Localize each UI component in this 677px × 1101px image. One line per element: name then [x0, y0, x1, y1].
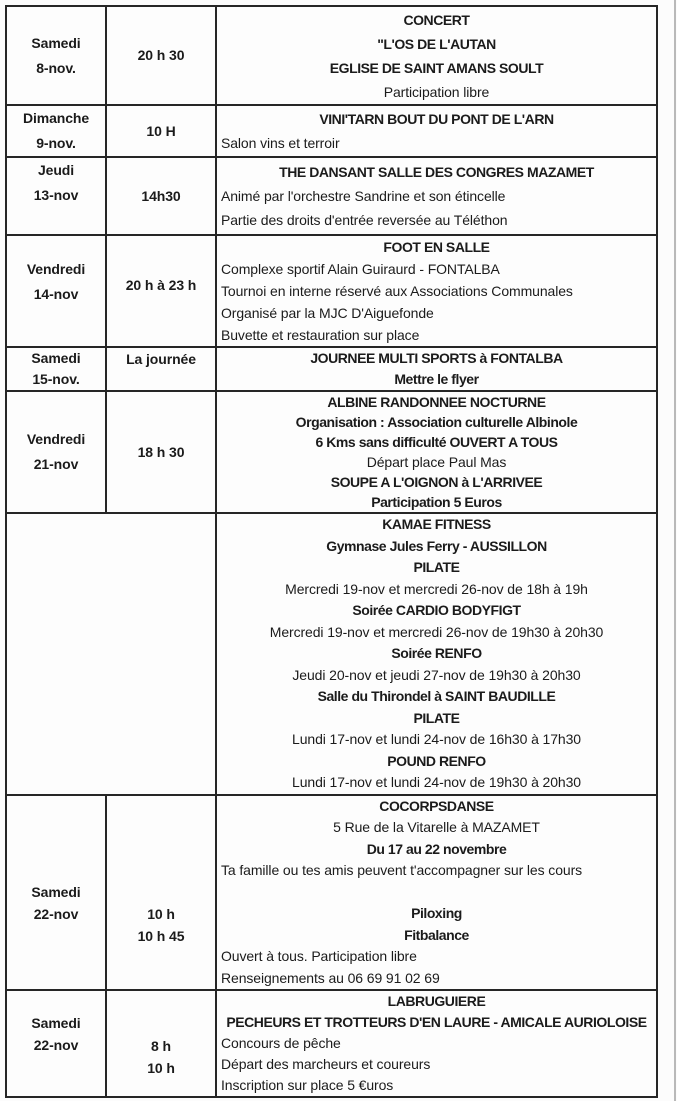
text-line: 20 h à 23 h [125, 276, 197, 293]
text-line: Piloxing [411, 905, 462, 921]
text-line: Samedi [31, 1014, 81, 1031]
table-row [6, 157, 657, 235]
table-row [6, 347, 657, 391]
time-cell [106, 235, 216, 347]
time-cell [106, 105, 216, 157]
text-line: CONCERT [403, 11, 470, 28]
text-line: "L'OS DE L'AUTAN [377, 35, 496, 52]
text-line: La journée [126, 351, 196, 367]
table-row [6, 391, 657, 513]
text-line: Salle du Thirondel à SAINT BAUDILLE [317, 688, 556, 704]
text-line: Vendredi [26, 431, 86, 447]
time-cell [106, 6, 216, 105]
table-row [6, 990, 657, 1097]
text-line: Ouvert à tous. Participation libre [221, 948, 417, 964]
text-line: Partie des droits d'entrée reversée au Téléthon [221, 212, 508, 228]
text-line: Salon vins et terroir [221, 135, 340, 151]
text-line: Samedi [31, 350, 81, 366]
text-line: 6 Kms sans difficulté OUVERT A TOUS [315, 434, 558, 450]
details-cell [216, 157, 657, 235]
text-line: FOOT EN SALLE [383, 239, 490, 255]
text-line: 10 h [147, 1059, 175, 1076]
text-line: Départ place Paul Mas [366, 454, 507, 470]
text-line: JOURNEE MULTI SPORTS à FONTALBA [310, 350, 563, 366]
text-line: Mettre le flyer [394, 371, 479, 387]
text-line: Soirée RENFO [391, 645, 482, 661]
date-cell [6, 6, 106, 105]
text-line: 10 H [146, 122, 176, 139]
text-line: 15-nov. [32, 371, 80, 387]
text-line: VINI'TARN BOUT DU PONT DE L'ARN [319, 111, 554, 127]
text-line: SOUPE A L'OIGNON à L'ARRIVEE [330, 474, 543, 490]
text-line: THE DANSANT SALLE DES CONGRES MAZAMET [279, 164, 594, 180]
time-cell [106, 347, 216, 391]
page-edge-line [674, 0, 676, 1101]
text-line: 10 h [147, 906, 175, 923]
text-line: Samedi [31, 34, 81, 51]
text-line: Animé par l'orchestre Sandrine et son étincelle [221, 188, 506, 204]
text-line: 22-nov [33, 1036, 79, 1053]
events-table [5, 5, 658, 1098]
text-line: Dimanche [22, 110, 90, 126]
date-cell [6, 990, 106, 1097]
details-cell [216, 6, 657, 105]
text-line: 13-nov [33, 187, 79, 203]
text-line: Participation 5 Euros [371, 494, 502, 510]
table-row [6, 6, 657, 105]
text-line: Jeudi [37, 162, 75, 178]
text-line: KAMAE FITNESS [382, 516, 491, 532]
text-line: COCORPSDANSE [379, 797, 494, 814]
text-line: 20 h 30 [137, 47, 185, 63]
date-cell [6, 235, 106, 347]
text-line: Vendredi [26, 261, 86, 277]
date-cell [6, 105, 106, 157]
time-cell [106, 990, 216, 1097]
text-line: 8 h [151, 1037, 171, 1054]
text-line: Complexe sportif Alain Guiraurd - FONTALBA [221, 261, 500, 277]
text-line: Mercredi 19-nov et mercredi 26-nov de 18h à 19h [285, 580, 588, 597]
date-cell [6, 347, 106, 391]
text-line: Mercredi 19-nov et mercredi 26-nov de 19h30 à 20h30 [269, 623, 604, 640]
details-cell [216, 347, 657, 391]
text-line: 21-nov [33, 456, 79, 472]
text-line: LABRUGUIERE [387, 993, 486, 1009]
text-line: 9-nov. [36, 135, 76, 151]
text-line: 18 h 30 [137, 443, 185, 460]
date-cell [6, 157, 106, 235]
text-line: Soirée CARDIO BODYFIGT [352, 602, 521, 618]
text-line: Concours de pêche [221, 1035, 341, 1051]
details-cell [216, 795, 657, 991]
text-line: Samedi [31, 884, 81, 901]
text-line: Gymnase Jules Ferry - AUSSILLON [326, 537, 547, 554]
text-line: Organisation : Association culturelle Albinole [295, 414, 578, 430]
table-row [6, 235, 657, 347]
empty-date-time-cell [6, 513, 216, 795]
text-line: 22-nov [33, 906, 79, 923]
text-line: Tournoi en interne réservé aux Associations Communales [221, 283, 573, 299]
text-line: PILATE [413, 559, 460, 575]
text-line: POUND RENFO [387, 752, 486, 769]
date-cell [6, 391, 106, 513]
date-cell [6, 795, 106, 991]
details-cell [216, 990, 657, 1097]
text-line: PILATE [413, 709, 460, 726]
text-line: Participation libre [383, 83, 490, 100]
text-line: 14h30 [141, 187, 181, 204]
text-line: Départ des marcheurs et coureurs [221, 1056, 431, 1072]
text-line [217, 882, 656, 904]
time-cell [106, 795, 216, 991]
text-line: Ta famille ou tes amis peuvent t'accompagner sur les cours [221, 862, 583, 878]
details-cell [216, 235, 657, 347]
text-line: 8-nov. [36, 59, 76, 76]
text-line: Inscription sur place 5 €uros [221, 1077, 394, 1093]
text-line: 14-nov [33, 286, 79, 302]
text-line: Renseignements au 06 69 91 02 69 [221, 969, 440, 986]
text-line: Lundi 17-nov et lundi 24-nov de 16h30 à 17h30 [292, 731, 581, 747]
text-line: 5 Rue de la Vitarelle à MAZAMET [333, 819, 540, 835]
details-cell [216, 391, 657, 513]
details-cell [216, 105, 657, 157]
text-line: Du 17 au 22 novembre [366, 840, 507, 857]
text-line: Lundi 17-nov et lundi 24-nov de 19h30 à 20h30 [292, 774, 581, 790]
text-line: 10 h 45 [137, 928, 185, 945]
details-cell [216, 513, 657, 795]
table-row [6, 105, 657, 157]
text-line: ALBINE RANDONNEE NOCTURNE [327, 394, 546, 410]
text-line: Jeudi 20-nov et jeudi 27-nov de 19h30 à 20h30 [292, 666, 581, 683]
text-line: PECHEURS ET TROTTEURS D'EN LAURE - AMICALE AURIOLOISE [226, 1014, 647, 1030]
text-line: Organisé par la MJC D'Aiguefonde [221, 305, 434, 321]
text-line: Buvette et restauration sur place [221, 327, 420, 343]
time-cell [106, 391, 216, 513]
table-row [6, 513, 657, 795]
table-row [6, 795, 657, 991]
text-line: EGLISE DE SAINT AMANS SOULT [329, 59, 544, 76]
time-cell [106, 157, 216, 235]
text-line: Fitbalance [404, 926, 469, 943]
